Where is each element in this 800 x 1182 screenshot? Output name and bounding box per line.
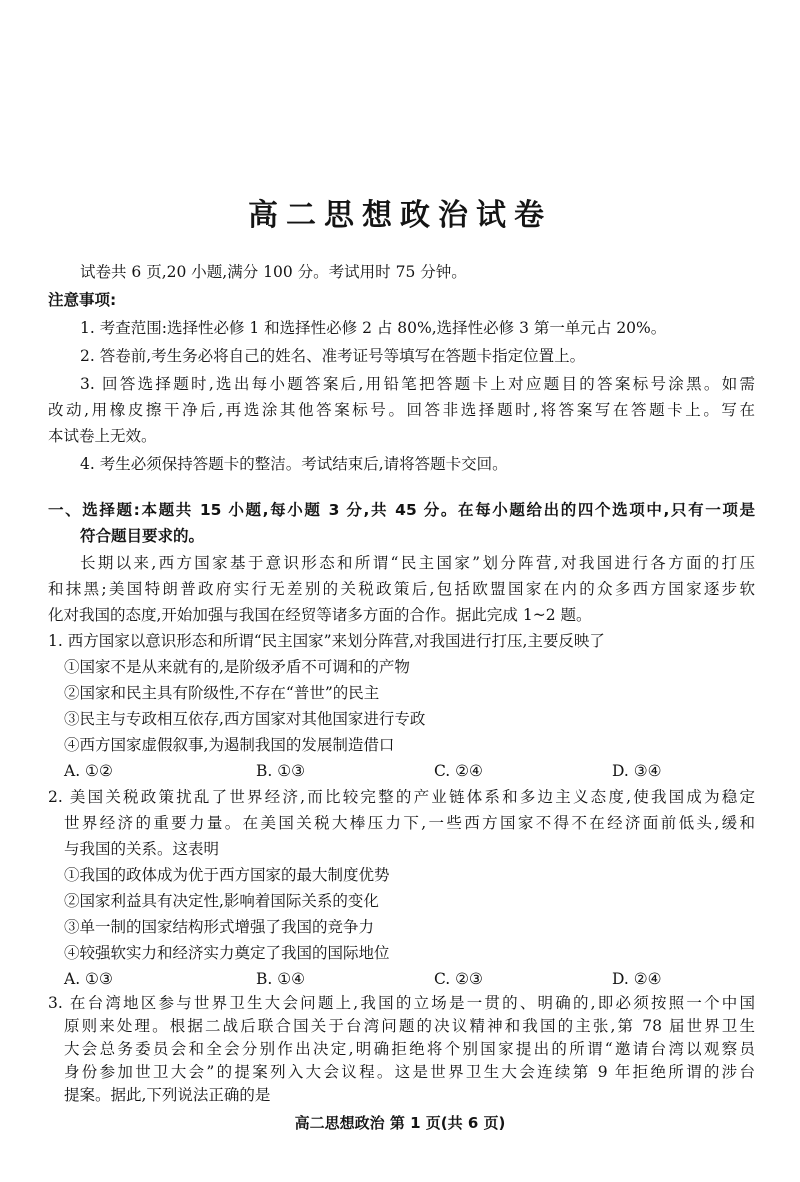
q3-stem-line-4: 身份参加世卫大会”的提案列入大会议程。这是世界卫生大会连续第 9 年拒绝所谓的涉台 [64,1063,755,1081]
notice-item-2: 2. 答卷前,考生务必将自己的姓名、准考证号等填写在答题卡指定位置上。 [80,347,586,365]
q1-option-c: C. ②④ [434,762,483,780]
notice-item-3-line-3: 本试卷上无效。 [48,427,157,445]
q2-stem-line-3: 与我国的关系。这表明 [64,840,220,858]
q1-option-b: B. ①③ [256,762,306,780]
q2-statement-3: ③单一制的国家结构形式增强了我国的竞争力 [64,918,375,936]
section-heading-line-2: 符合题目要求的。 [80,527,205,545]
q1-option-d: D. ③④ [612,762,662,780]
q3-stem-line-2: 原则来处理。根据二战后联合国关于台湾问题的决议精神和我国的主张,第 78 届世界卫生 [64,1017,755,1035]
page-footer: 高二思想政治 第 1 页(共 6 页) [294,1114,506,1132]
q1-statement-2: ②国家和民主具有阶级性,不存在“普世”的民主 [64,684,380,702]
q2-statement-4: ④较强软实力和经济实力奠定了我国的国际地位 [64,944,390,962]
page-title: 高二思想政治试卷 [248,198,552,233]
q1-statement-3: ③民主与专政相互依存,西方国家对其他国家进行专政 [64,710,426,728]
notice-item-1: 1. 考查范围:选择性必修 1 和选择性必修 2 占 80%,选择性必修 3 第一单元占 20%。 [80,319,667,337]
q1-option-a: A. ①② [64,762,113,780]
exam-intro: 试卷共 6 页,20 小题,满分 100 分。考试用时 75 分钟。 [80,263,467,281]
notice-item-3-line-2: 改动,用橡皮擦干净后,再选涂其他答案标号。回答非选择题时,将答案写在答题卡上。写在 [48,401,755,419]
q2-statement-1: ①我国的政体成为优于西方国家的最大制度优势 [64,866,390,884]
q2-statement-2: ②国家利益具有决定性,影响着国际关系的变化 [64,892,379,910]
q1-statement-1: ①国家不是从来就有的,是阶级矛盾不可调和的产物 [64,658,410,676]
q2-option-d: D. ②④ [612,970,662,988]
notice-item-3-line-1: 3. 回答选择题时,选出每小题答案后,用铅笔把答题卡上对应题目的答案标号涂黑。如需 [80,375,755,393]
q2-option-b: B. ①④ [256,970,306,988]
q1-stem: 1. 西方国家以意识形态和所谓“民主国家”来划分阵营,对我国进行打压,主要反映了 [48,632,605,650]
q2-option-c: C. ②③ [434,970,483,988]
material-line-3: 化对我国的态度,开始加强与我国在经贸等诸多方面的合作。据此完成 1~2 题。 [48,606,592,624]
material-line-1: 长期以来,西方国家基于意识形态和所谓“民主国家”划分阵营,对我国进行各方面的打压 [80,554,755,572]
q3-stem-line-3: 大会总务委员会和全会分别作出决定,明确拒绝将个别国家提出的所谓“邀请台湾以观察员 [64,1040,755,1058]
q3-stem-line-5: 提案。据此,下列说法正确的是 [64,1086,271,1104]
notice-item-4: 4. 考生必须保持答题卡的整洁。考试结束后,请将答题卡交回。 [80,455,508,473]
material-line-2: 和抹黑;美国特朗普政府实行无差别的关税政策后,包括欧盟国家在内的众多西方国家逐步软 [48,580,755,598]
q2-stem-line-1: 2. 美国关税政策扰乱了世界经济,而比较完整的产业链体系和多边主义态度,使我国成为稳定 [48,788,755,806]
q2-option-a: A. ①③ [64,970,113,988]
notice-heading: 注意事项: [48,291,117,309]
q1-statement-4: ④西方国家虚假叙事,为遏制我国的发展制造借口 [64,736,395,754]
q2-stem-line-2: 世界经济的重要力量。在美国关税大棒压力下,一些西方国家不得不在经济面前低头,缓和 [64,814,755,832]
q3-stem-line-1: 3. 在台湾地区参与世界卫生大会问题上,我国的立场是一贯的、明确的,即必须按照一个中国 [48,994,755,1012]
section-heading-line-1: 一、选择题:本题共 15 小题,每小题 3 分,共 45 分。在每小题给出的四个选项中,只有一项是 [48,501,755,519]
